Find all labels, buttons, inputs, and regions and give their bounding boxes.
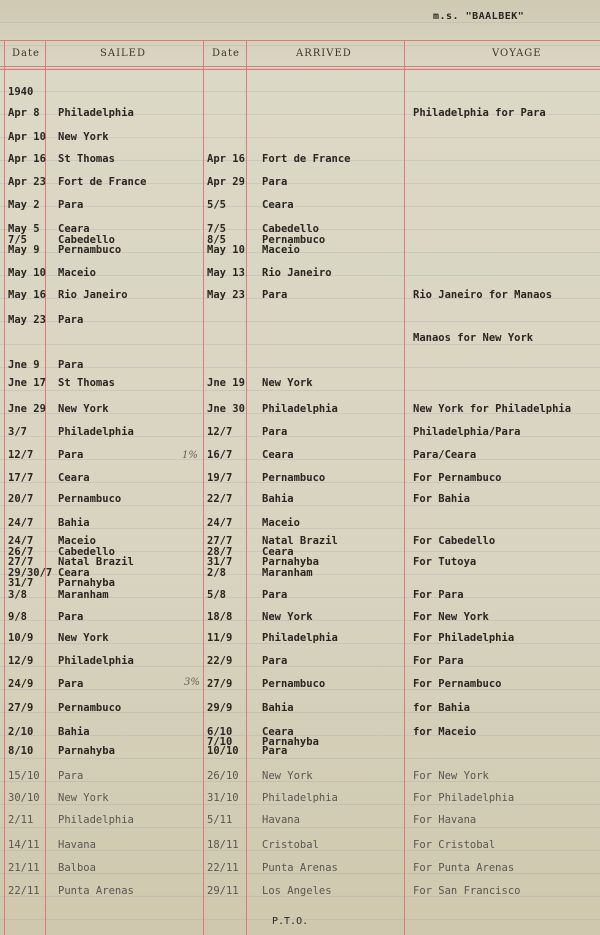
sailed-port: Para <box>58 770 84 782</box>
arrived-date: Apr 29 <box>207 176 245 188</box>
sailed-port: Pernambuco <box>58 493 122 505</box>
arrived-date: 8/5 <box>207 234 226 246</box>
sailed-date: May 10 <box>8 267 46 279</box>
sailed-port: Havana <box>58 839 96 851</box>
arrived-date: 22/7 <box>207 493 233 505</box>
arrived-port: Bahia <box>262 702 294 714</box>
sailed-date: Apr 23 <box>8 176 46 188</box>
header-sailed: SAILED <box>100 48 146 59</box>
header-top-rule <box>0 40 600 41</box>
arrived-date: 18/11 <box>207 839 239 851</box>
arrived-port: Bahia <box>262 493 294 505</box>
arrived-date: 5/11 <box>207 814 233 826</box>
arrived-date: 27/9 <box>207 678 233 690</box>
sailed-date: Apr 16 <box>8 153 46 165</box>
sailed-port: Para <box>58 678 84 690</box>
sailed-date: Jne 29 <box>8 403 46 415</box>
arrived-port: Ceara <box>262 546 294 558</box>
col-rule <box>203 40 204 935</box>
arrived-date: 11/9 <box>207 632 233 644</box>
arrived-port: Natal Brazil <box>262 535 338 547</box>
sailed-port: Philadelphia <box>58 426 134 438</box>
sailed-date: 29/30/7 <box>8 567 53 579</box>
header-bottom-rule <box>0 66 600 67</box>
arrived-date: 26/10 <box>207 770 239 782</box>
sailed-port: Ceara <box>58 472 90 484</box>
sailed-date: 7/5 <box>8 234 27 246</box>
sailed-port: Ceara <box>58 567 90 579</box>
arrived-port: Philadelphia <box>262 632 338 644</box>
arrived-date: 12/7 <box>207 426 233 438</box>
arrived-port: Pernambuco <box>262 678 326 690</box>
sailed-port: Punta Arenas <box>58 885 134 897</box>
sailed-date: 27/9 <box>8 702 34 714</box>
arrived-date: Jne 19 <box>207 377 245 389</box>
sailed-date: Apr 8 <box>8 107 40 119</box>
header-voyage: VOYAGE <box>492 48 542 59</box>
arrived-date: May 23 <box>207 289 245 301</box>
header-date-sailed: Date <box>12 48 40 59</box>
col-rule <box>246 40 247 935</box>
col-rule <box>404 40 405 935</box>
voyage-entry: For Para <box>413 655 464 667</box>
sailed-port: Para <box>58 611 84 623</box>
voyage-entry: For Punta Arenas <box>413 862 515 874</box>
sailed-port: Parnahyba <box>58 577 115 589</box>
sailed-date: 8/10 <box>8 745 34 757</box>
voyage-entry: for Bahia <box>413 702 470 714</box>
voyage-entry: Rio Janeiro for Manaos <box>413 289 553 301</box>
sailed-port: Maceio <box>58 535 96 547</box>
sailed-date: 3/8 <box>8 589 27 601</box>
sailed-date: 3/7 <box>8 426 27 438</box>
col-rule <box>45 40 46 935</box>
voyage-entry: For Para <box>413 589 464 601</box>
sailed-port: New York <box>58 131 109 143</box>
sailed-date: 14/11 <box>8 839 40 851</box>
sailed-port: Pernambuco <box>58 702 122 714</box>
pto-label: P.T.O. <box>272 916 309 927</box>
arrived-date: 6/10 <box>207 726 233 738</box>
sailed-port: St Thomas <box>58 377 115 389</box>
voyage-entry: For Pernambuco <box>413 472 502 484</box>
voyage-entry: Para/Ceara <box>413 449 477 461</box>
sailed-date: 17/7 <box>8 472 34 484</box>
arrived-port: Fort de France <box>262 153 351 165</box>
sailed-date: May 5 <box>8 223 40 235</box>
sailed-port: Rio Janeiro <box>58 289 128 301</box>
arrived-port: Pernambuco <box>262 472 326 484</box>
sailed-date: 10/9 <box>8 632 34 644</box>
arrived-date: 19/7 <box>207 472 233 484</box>
arrived-date: 31/10 <box>207 792 239 804</box>
arrived-date: 5/5 <box>207 199 226 211</box>
sailed-port: Natal Brazil <box>58 556 134 568</box>
arrived-port: Para <box>262 426 288 438</box>
sailed-date: May 9 <box>8 244 40 256</box>
arrived-date: 16/7 <box>207 449 233 461</box>
sailed-port: Philadelphia <box>58 655 134 667</box>
sailed-port: Ceara <box>58 223 90 235</box>
sailed-date: 2/11 <box>8 814 34 826</box>
sailed-date: 9/8 <box>8 611 27 623</box>
sailed-port: Maceio <box>58 267 96 279</box>
voyage-entry: For Tutoya <box>413 556 477 568</box>
arrived-port: New York <box>262 770 313 782</box>
arrived-port: New York <box>262 377 313 389</box>
arrived-date: 29/11 <box>207 885 239 897</box>
arrived-port: Rio Janeiro <box>262 267 332 279</box>
sailed-port: Bahia <box>58 726 90 738</box>
sailed-port: Philadelphia <box>58 814 134 826</box>
voyage-entry: For San Francisco <box>413 885 521 897</box>
arrived-date: 10/10 <box>207 745 239 757</box>
margin-note: 1% <box>182 450 198 461</box>
header-double-rule <box>0 69 600 70</box>
sailed-port: Para <box>58 314 84 326</box>
arrived-port: Cabedello <box>262 223 319 235</box>
arrived-date: 31/7 <box>207 556 233 568</box>
arrived-date: 5/8 <box>207 589 226 601</box>
voyage-entry: for Maceio <box>413 726 477 738</box>
sailed-date: 21/11 <box>8 862 40 874</box>
sailed-port: Bahia <box>58 517 90 529</box>
arrived-port: Maceio <box>262 244 300 256</box>
voyage-entry: For Cabedello <box>413 535 496 547</box>
voyage-entry: For Bahia <box>413 493 470 505</box>
sailed-date: Jne 17 <box>8 377 46 389</box>
arrived-port: Para <box>262 289 288 301</box>
sailed-port: Para <box>58 199 84 211</box>
arrived-date: 18/8 <box>207 611 233 623</box>
arrived-port: Ceara <box>262 726 294 738</box>
sailed-port: New York <box>58 403 109 415</box>
arrived-port: Pernambuco <box>262 234 326 246</box>
sailed-date: 12/7 <box>8 449 34 461</box>
sailed-date: 31/7 <box>8 577 34 589</box>
arrived-port: Philadelphia <box>262 403 338 415</box>
arrived-date: 7/10 <box>207 736 233 748</box>
sailed-date: 2/10 <box>8 726 34 738</box>
arrived-date: 24/7 <box>207 517 233 529</box>
arrived-port: Para <box>262 589 288 601</box>
voyage-entry: For Cristobal <box>413 839 496 851</box>
arrived-port: Para <box>262 745 288 757</box>
arrived-port: Ceara <box>262 449 294 461</box>
sailed-port: Parnahyba <box>58 745 115 757</box>
arrived-port: Maranham <box>262 567 313 579</box>
sailed-port: Pernambuco <box>58 244 122 256</box>
arrived-date: 28/7 <box>207 546 233 558</box>
voyage-entry: New York for Philadelphia <box>413 403 572 415</box>
arrived-date: 27/7 <box>207 535 233 547</box>
arrived-date: 22/11 <box>207 862 239 874</box>
sailed-port: Para <box>58 449 84 461</box>
sailed-date: 22/11 <box>8 885 40 897</box>
sailed-port: Philadelphia <box>58 107 134 119</box>
sailed-port: Balboa <box>58 862 96 874</box>
voyage-entry: For Havana <box>413 814 477 826</box>
arrived-port: Philadelphia <box>262 792 338 804</box>
sailed-port: St Thomas <box>58 153 115 165</box>
voyage-entry: Philadelphia/Para <box>413 426 521 438</box>
sailed-date: Jne 9 <box>8 359 40 371</box>
sailed-date: 24/7 <box>8 517 34 529</box>
arrived-date: Jne 30 <box>207 403 245 415</box>
arrived-date: 7/5 <box>207 223 226 235</box>
sailed-port: Cabedello <box>58 234 115 246</box>
sailed-date: May 23 <box>8 314 46 326</box>
arrived-port: Punta Arenas <box>262 862 338 874</box>
arrived-port: Para <box>262 655 288 667</box>
voyage-entry: For Philadelphia <box>413 632 515 644</box>
sailed-port: Fort de France <box>58 176 147 188</box>
sailed-date: 20/7 <box>8 493 34 505</box>
arrived-port: Parnahyba <box>262 736 319 748</box>
sailed-date: 30/10 <box>8 792 40 804</box>
arrived-port: New York <box>262 611 313 623</box>
arrived-port: Havana <box>262 814 300 826</box>
sailed-date: 27/7 <box>8 556 34 568</box>
sailed-date: May 2 <box>8 199 40 211</box>
arrived-port: Ceara <box>262 199 294 211</box>
margin-note: 3% <box>184 677 200 688</box>
sailed-port: Maranham <box>58 589 109 601</box>
sailed-port: New York <box>58 632 109 644</box>
arrived-date: 2/8 <box>207 567 226 579</box>
voyage-entry: For New York <box>413 770 489 782</box>
arrived-port: Los Angeles <box>262 885 332 897</box>
arrived-date: 29/9 <box>207 702 233 714</box>
sailed-date: 12/9 <box>8 655 34 667</box>
col-rule <box>4 40 5 935</box>
sailed-date: Apr 10 <box>8 131 46 143</box>
sailed-date: 24/7 <box>8 535 34 547</box>
voyage-entry: Manaos for New York <box>413 332 534 344</box>
sailed-date: 24/9 <box>8 678 34 690</box>
year-label: 1940 <box>8 86 34 98</box>
voyage-entry: For Philadelphia <box>413 792 515 804</box>
voyage-entry: For New York <box>413 611 489 623</box>
arrived-date: May 10 <box>207 244 245 256</box>
sailed-port: Para <box>58 359 84 371</box>
arrived-port: Para <box>262 176 288 188</box>
arrived-port: Parnahyba <box>262 556 319 568</box>
voyage-entry: For Pernambuco <box>413 678 502 690</box>
sailed-port: New York <box>58 792 109 804</box>
header-date-arrived: Date <box>212 48 240 59</box>
sailed-date: 26/7 <box>8 546 34 558</box>
arrived-date: May 13 <box>207 267 245 279</box>
voyage-entry: Philadelphia for Para <box>413 107 546 119</box>
arrived-port: Maceio <box>262 517 300 529</box>
sailed-date: 15/10 <box>8 770 40 782</box>
arrived-date: Apr 16 <box>207 153 245 165</box>
arrived-port: Cristobal <box>262 839 319 851</box>
sailed-port: Cabedello <box>58 546 115 558</box>
header-arrived: ARRIVED <box>296 48 352 59</box>
ship-name: m.s. "BAALBEK" <box>433 11 525 22</box>
arrived-date: 22/9 <box>207 655 233 667</box>
sailed-date: May 16 <box>8 289 46 301</box>
